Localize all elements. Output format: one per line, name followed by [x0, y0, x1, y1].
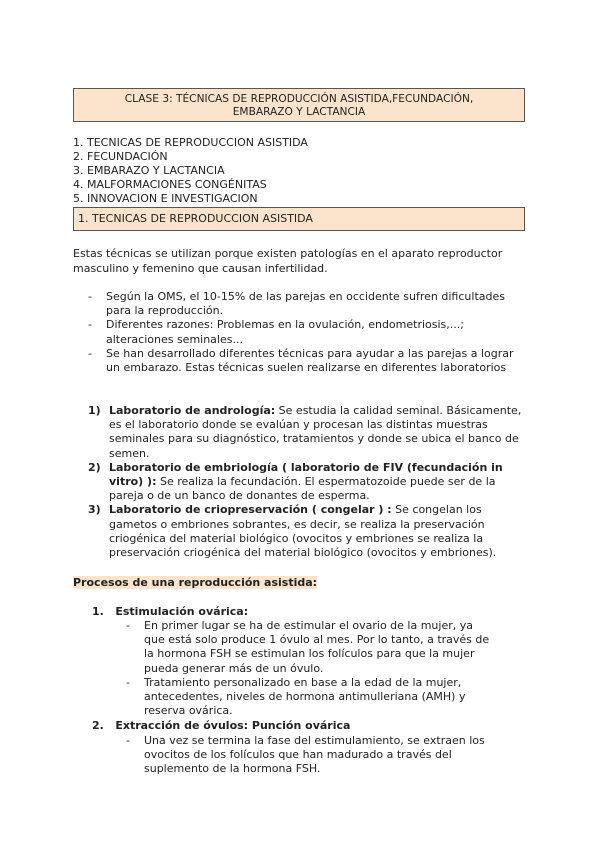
lab-item	[88, 461, 528, 504]
list-item	[126, 676, 496, 719]
list-item	[88, 347, 528, 375]
step-title: Estimulación ovárica:	[115, 605, 249, 618]
lab-title: Laboratorio de andrología:	[109, 404, 276, 417]
toc-item: 1. TECNICAS DE REPRODUCCION ASISTIDA	[73, 136, 308, 149]
step-1-list	[126, 619, 496, 718]
laboratories-list	[88, 404, 528, 560]
list-item-text: En primer lugar se ha de estimular el ovario de la mujer, ya que está solo produce 1 óvulo al mes. Por lo tanto, a través de la hormona FSH se estimulan los folículos para que la mujer pueda generar más de un óvulo.	[144, 619, 490, 675]
list-item-text: Una vez se termina la fase del estimulamiento, se extraen los ovocitos de los folículos que han madurado a través del suplemento de la hormona FSH.	[144, 734, 485, 776]
list-item-text: Se han desarrollado diferentes técnicas para ayudar a las parejas a lograr un embarazo. Estas técnicas suelen realizarse en diferentes laboratorios	[106, 346, 514, 375]
processes-heading-text: Procesos de una reproducción asistida:	[73, 576, 318, 589]
lab-item	[88, 503, 528, 560]
dash-marker: -	[126, 619, 130, 632]
title-line-1: CLASE 3: TÉCNICAS DE REPRODUCCIÓN ASISTIDA,FECUNDACIÓN,	[124, 93, 474, 105]
list-item	[88, 318, 528, 346]
table-of-contents	[73, 136, 308, 206]
lab-marker: 1)	[88, 404, 101, 417]
lab-title: Laboratorio de criopreservación ( congelar ) :	[109, 503, 392, 517]
lab-text: Se estudia la calidad seminal. Básicamente, es el laboratorio donde se evalúan y procesan las distintas muestras seminales para su diagnóstico, tratamientos y donde se ubica el banco de semen.	[109, 404, 522, 460]
toc-item: 4. MALFORMACIONES CONGÉNITAS	[73, 178, 267, 191]
list-item	[88, 290, 528, 318]
dash-marker: -	[88, 318, 92, 332]
dash-marker: -	[126, 734, 130, 747]
step-2-list	[126, 734, 496, 777]
toc-item: 3. EMBARAZO Y LACTANCIA	[73, 164, 225, 177]
lab-marker: 3)	[88, 503, 101, 517]
title-line-2: EMBARAZO Y LACTANCIA	[232, 106, 366, 118]
step-marker: 2.	[92, 719, 104, 732]
lab-text: Se realiza la fecundación. El espermatozoide puede ser de la pareja o de un banco de donantes de esperma.	[109, 475, 496, 503]
lab-text: Se congelan los gametos o embriones sobrantes, es decir, se realiza la preservación criogénica del material biológico (ovocitos y embriones se realiza la preservación criogénica del material biológico (ovocitos y embriones).	[109, 503, 497, 560]
list-item	[126, 619, 496, 676]
bullet-list	[88, 290, 528, 375]
toc-item: 2. FECUNDACIÓN	[73, 150, 168, 163]
title-box	[73, 88, 525, 122]
process-step-2	[92, 719, 350, 733]
list-item-text: Tratamiento personalizado en base a la edad de la mujer, antecedentes, niveles de hormona antimulleriana (AMH) y reserva ovárica.	[144, 675, 466, 718]
dash-marker: -	[126, 675, 130, 689]
toc-item: 5. INNOVACION E INVESTIGACION	[73, 192, 258, 205]
list-item	[126, 734, 496, 777]
process-step-1	[92, 605, 248, 619]
lab-item	[88, 404, 528, 461]
list-item-text: Diferentes razones: Problemas en la ovulación, endometriosis,...; alteraciones seminales...	[106, 318, 464, 346]
dash-marker: -	[88, 290, 92, 303]
step-title: Extracción de óvulos: Punción ovárica	[115, 719, 351, 732]
lab-title: Laboratorio de embriología ( laboratorio de FIV (fecundación in vitro) ):	[109, 460, 503, 489]
step-marker: 1.	[92, 605, 104, 618]
dash-marker: -	[88, 346, 92, 360]
lab-marker: 2)	[88, 460, 101, 474]
intro-paragraph: Estas técnicas se utilizan porque existen patologías en el aparato reproductor masculino y femenino que causan infertilidad.	[73, 247, 503, 275]
section-heading: 1. TECNICAS DE REPRODUCCION ASISTIDA	[73, 207, 525, 231]
processes-heading	[73, 576, 317, 590]
list-item-text: Según la OMS, el 10-15% de las parejas en occidente sufren dificultades para la reproducción.	[106, 290, 505, 318]
